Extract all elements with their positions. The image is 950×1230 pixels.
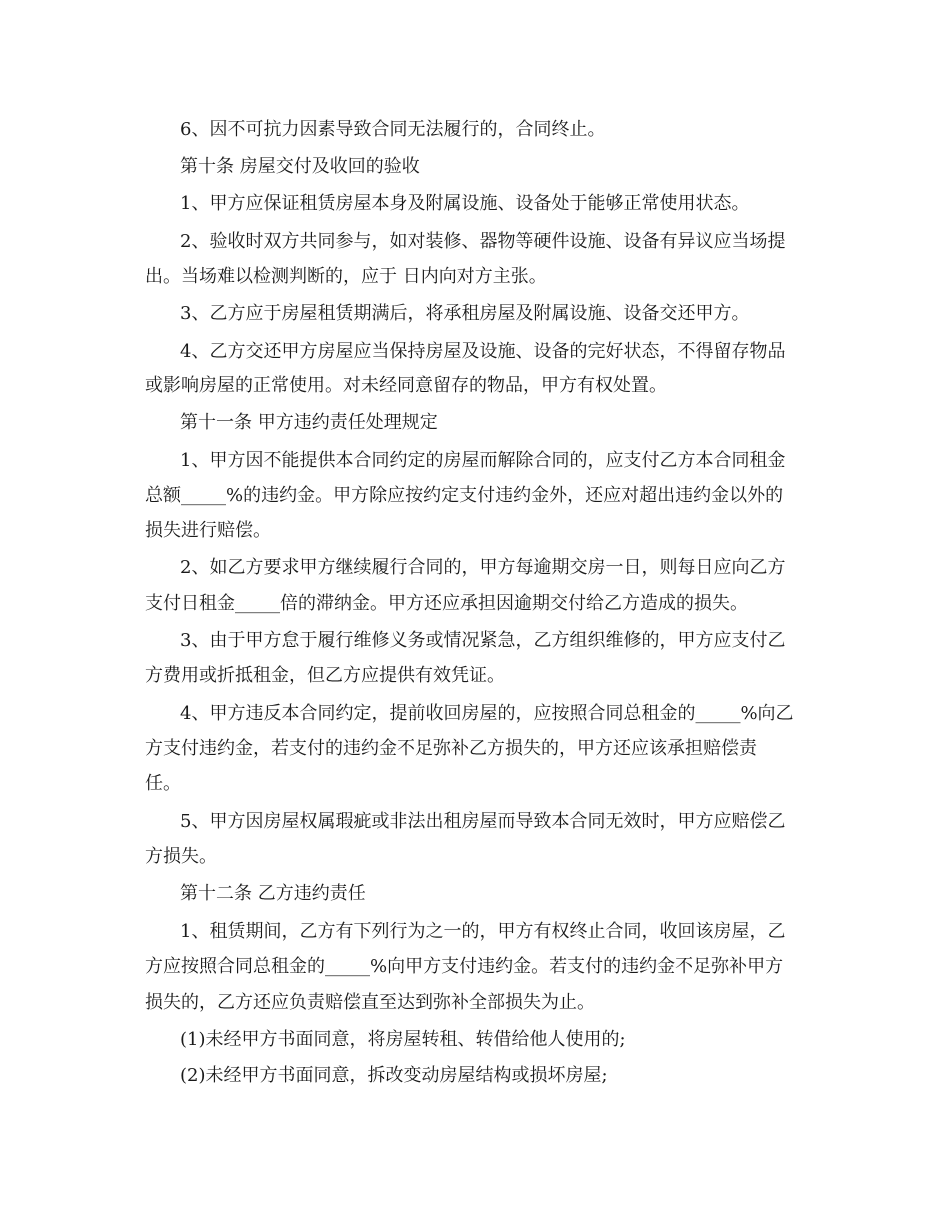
article-12-subitem-2: (2)未经甲方书面同意，拆改变动房屋结构或损坏房屋;	[180, 1065, 608, 1086]
article-12-item-1: 1、租赁期间，乙方有下列行为之一的，甲方有权终止合同，收回该房屋，乙	[180, 921, 786, 942]
article-11-item-2-cont: 支付日租金_____倍的滞纳金。甲方还应承担因逾期交付给乙方造成的损失。	[145, 593, 748, 614]
article-12-heading: 第十二条 乙方违约责任	[180, 883, 366, 904]
article-11-item-5: 5、甲方因房屋权属瑕疵或非法出租房屋而导致本合同无效时，甲方应赔偿乙	[180, 811, 786, 832]
article-10-item-3: 3、乙方应于房屋租赁期满后，将承租房屋及附属设施、设备交还甲方。	[180, 303, 750, 324]
article-11-item-4-cont2: 任。	[145, 773, 181, 794]
article-11-item-1-cont2: 损失进行赔偿。	[145, 520, 271, 541]
article-11-item-2: 2、如乙方要求甲方继续履行合同的，甲方每逾期交房一日，则每日应向乙方	[180, 557, 786, 578]
article-11-item-3: 3、由于甲方怠于履行维修义务或情况紧急，乙方组织维修的，甲方应支付乙	[180, 630, 786, 651]
article-11-item-1-cont: 总额_____%的违约金。甲方除应按约定支付违约金外，还应对超出违约金以外的	[145, 485, 784, 506]
article-12-subitem-1: (1)未经甲方书面同意，将房屋转租、转借给他人使用的;	[180, 1029, 626, 1050]
article-10-item-4-cont: 或影响房屋的正常使用。对未经同意留存的物品，甲方有权处置。	[145, 375, 667, 396]
article-11-item-4-cont: 方支付违约金，若支付的违约金不足弥补乙方损失的，甲方还应该承担赔偿责	[145, 738, 757, 759]
article-12-item-1-cont2: 损失的，乙方还应负责赔偿直至达到弥补全部损失为止。	[145, 992, 595, 1013]
article-10-item-2-cont: 出。当场难以检测判断的，应于 日内向对方主张。	[145, 266, 547, 287]
article-11-item-1: 1、甲方因不能提供本合同约定的房屋而解除合同的，应支付乙方本合同租金	[180, 450, 786, 471]
article-10-heading: 第十条 房屋交付及收回的验收	[180, 156, 420, 177]
article-11-heading: 第十一条 甲方违约责任处理规定	[180, 412, 438, 433]
article-10-item-1: 1、甲方应保证租赁房屋本身及附属设施、设备处于能够正常使用状态。	[180, 193, 750, 214]
article-10-item-2: 2、验收时双方共同参与，如对装修、器物等硬件设施、设备有异议应当场提	[180, 231, 786, 252]
article-11-item-4: 4、甲方违反本合同约定，提前收回房屋的，应按照合同总租金的_____%向乙	[180, 703, 794, 724]
clause-10-prev-item-6: 6、因不可抗力因素导致合同无法履行的，合同终止。	[180, 119, 606, 140]
article-11-item-3-cont: 方费用或折抵租金，但乙方应提供有效凭证。	[145, 665, 505, 686]
article-11-item-5-cont: 方损失。	[145, 846, 217, 867]
article-12-item-1-cont: 方应按照合同总租金的_____%向甲方支付违约金。若支付的违约金不足弥补甲方	[145, 956, 784, 977]
article-10-item-4: 4、乙方交还甲方房屋应当保持房屋及设施、设备的完好状态，不得留存物品	[180, 341, 786, 362]
